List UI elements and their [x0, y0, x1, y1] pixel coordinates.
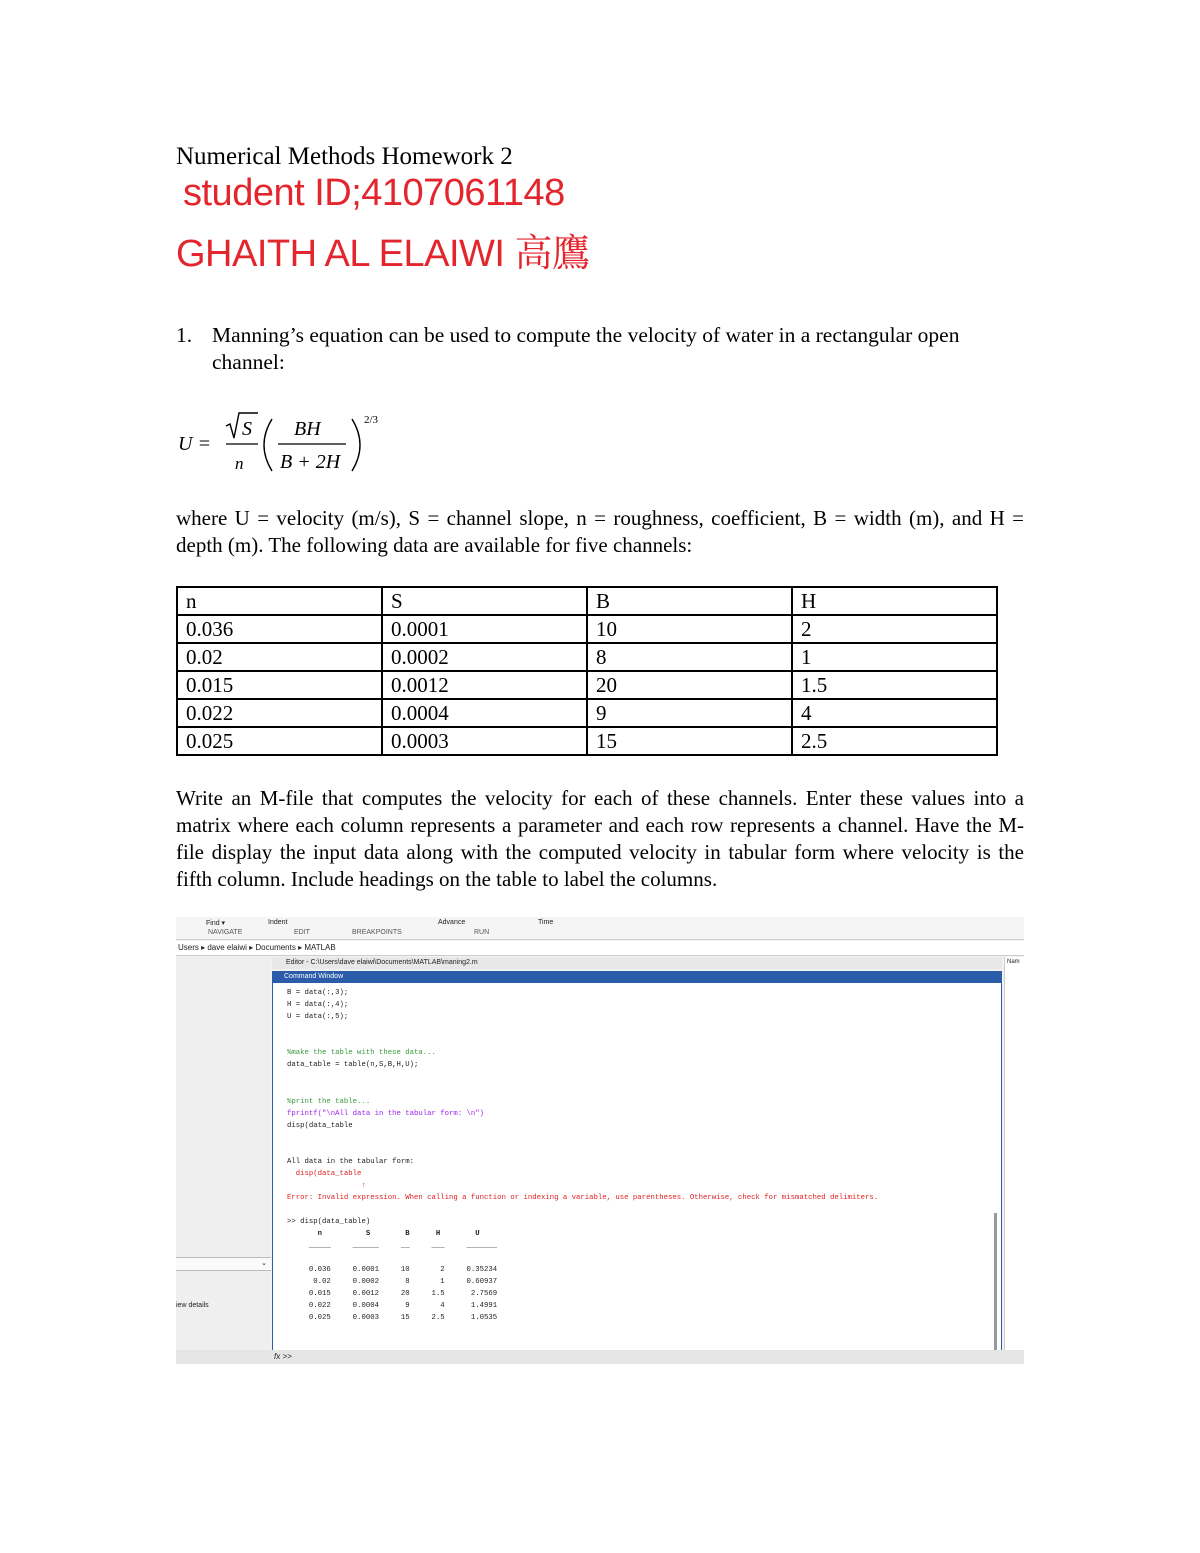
view-details-label[interactable]: iew details — [176, 1302, 209, 1309]
code-line: U = data(:,5); — [287, 1013, 349, 1021]
table-cell: 2 — [792, 615, 997, 643]
table-row — [177, 727, 997, 755]
advance-button[interactable]: Advance — [438, 919, 466, 926]
table-cell: 0.025 — [177, 727, 382, 755]
table-cell: 1 — [792, 643, 997, 671]
table-cell: 9 — [587, 699, 792, 727]
question-number: 1. — [176, 323, 193, 347]
table-cell: 0.0004 — [382, 699, 587, 727]
formula-lhs: U = — [178, 433, 211, 455]
table-cell: 20 — [587, 671, 792, 699]
table-cell: 0.022 — [177, 699, 382, 727]
table-cell: 0.0012 — [382, 671, 587, 699]
code-line: B = data(:,3); — [287, 989, 349, 997]
output-table-row: 0.02 0.0002 8 1 0.60937 — [287, 1278, 498, 1286]
command-prompt: fx >> — [274, 1352, 292, 1361]
time-button[interactable]: Time — [538, 919, 554, 926]
current-folder-path[interactable]: Users ▸ dave elaiwi ▸ Documents ▸ MATLAB — [176, 941, 1024, 956]
formula-exponent: 2/3 — [364, 414, 379, 426]
chevron-down-icon: ⌄ — [261, 1260, 267, 1267]
output-table-header: n S B H U — [287, 1230, 493, 1238]
question-text: Manning’s equation can be used to compute the velocity of water in a rectangular open channel: — [212, 323, 960, 374]
output-table-row: 0.025 0.0003 15 2.5 1.0535 — [287, 1314, 498, 1322]
output-table-row: 0.015 0.0012 20 1.5 2.7569 — [287, 1290, 498, 1298]
command-window-title: Command Window — [272, 971, 1002, 982]
code-line: H = data(:,4); — [287, 1001, 349, 1009]
output-table-row: 0.036 0.0001 10 2 0.35234 — [287, 1266, 498, 1274]
question-1 — [176, 322, 1036, 376]
formula-frac-num: BH — [294, 418, 321, 440]
table-cell: 0.0001 — [382, 615, 587, 643]
table-cell: 2.5 — [792, 727, 997, 755]
edit-group-label: EDIT — [294, 929, 310, 936]
code-comment: %print the table... — [287, 1098, 371, 1106]
student-id: student ID;4107061148 — [183, 172, 565, 214]
workspace-name-header: Nam — [1007, 959, 1020, 965]
command-window[interactable] — [272, 982, 1002, 1352]
current-folder-panel — [176, 957, 271, 1364]
code-line: disp(data_table — [287, 1122, 353, 1130]
table-cell: 8 — [587, 643, 792, 671]
table-cell: 1.5 — [792, 671, 997, 699]
code-line: data_table = table(n,S,B,H,U); — [287, 1061, 419, 1069]
error-message: Error: Invalid expression. When calling a function or indexing a variable, use parentheses. Otherwise, check for mismatched delimiters. — [287, 1194, 879, 1202]
command-line: >> disp(data_table) — [287, 1218, 371, 1226]
table-row — [177, 643, 997, 671]
find-button[interactable]: Find ▾ — [206, 920, 226, 927]
run-group-label: RUN — [474, 929, 490, 936]
formula-denominator: n — [235, 454, 244, 473]
matlab-toolstrip — [176, 917, 1024, 940]
task-description: Write an M-file that computes the velocity for each of these channels. Enter these values into a matrix where each column represents a parameter and each row represents a channel. Have the M-file display the input data along with the computed velocity in tabular form where velocity is the fifth column. Include headings on the table to label the columns. — [176, 786, 1024, 891]
output-table-rule: _____ ______ __ ___ _______ — [287, 1242, 498, 1250]
error-caret: ↑ — [287, 1182, 366, 1190]
table-cell: 0.0002 — [382, 643, 587, 671]
variable-definitions: where U = velocity (m/s), S = channel slope, n = roughness, coefficient, B = width (m), and H = depth (m). The following data are available for five channels: — [176, 506, 1024, 557]
matlab-screenshot — [176, 917, 1024, 1364]
breakpoints-group-label: BREAKPOINTS — [352, 929, 402, 936]
table-cell: 0.0003 — [382, 727, 587, 755]
command-window-scrollbar[interactable] — [994, 1213, 997, 1364]
table-row — [177, 699, 997, 727]
code-comment: %make the table with these data... — [287, 1049, 436, 1057]
output-table-row: 0.022 0.0004 9 4 1.4991 — [287, 1302, 498, 1310]
code-line: fprintf("\nAll data in the tabular form: \n") — [287, 1110, 485, 1118]
table-row — [177, 615, 997, 643]
table-cell: 4 — [792, 699, 997, 727]
details-dropdown[interactable] — [176, 1257, 271, 1271]
table-cell: 10 — [587, 615, 792, 643]
formula-sqrt-var: S — [242, 418, 252, 440]
table-header-cell: S — [382, 587, 587, 615]
channel-data-table — [176, 586, 998, 756]
document-title: Numerical Methods Homework 2 — [176, 143, 513, 170]
command-prompt-bar[interactable] — [176, 1350, 1024, 1364]
table-header-cell: n — [177, 587, 382, 615]
table-cell: 0.015 — [177, 671, 382, 699]
table-cell: 0.036 — [177, 615, 382, 643]
formula-frac-den: B + 2H — [280, 451, 341, 473]
table-cell: 15 — [587, 727, 792, 755]
navigate-group-label: NAVIGATE — [208, 929, 243, 936]
workspace-panel — [1004, 957, 1024, 1364]
student-name: GHAITH AL ELAIWI 高鷹 — [176, 233, 590, 275]
mannings-equation — [176, 405, 436, 485]
table-cell: 0.02 — [177, 643, 382, 671]
table-header-row — [177, 587, 997, 615]
table-header-cell: H — [792, 587, 997, 615]
table-header-cell: B — [587, 587, 792, 615]
indent-button[interactable]: Indent — [268, 919, 288, 926]
editor-tab[interactable]: Editor - C:\Users\dave elaiwi\Documents\MATLAB\maning2.m — [272, 957, 1002, 969]
output-line: All data in the tabular form: — [287, 1158, 414, 1166]
table-row — [177, 671, 997, 699]
error-line: disp(data_table — [287, 1170, 362, 1178]
